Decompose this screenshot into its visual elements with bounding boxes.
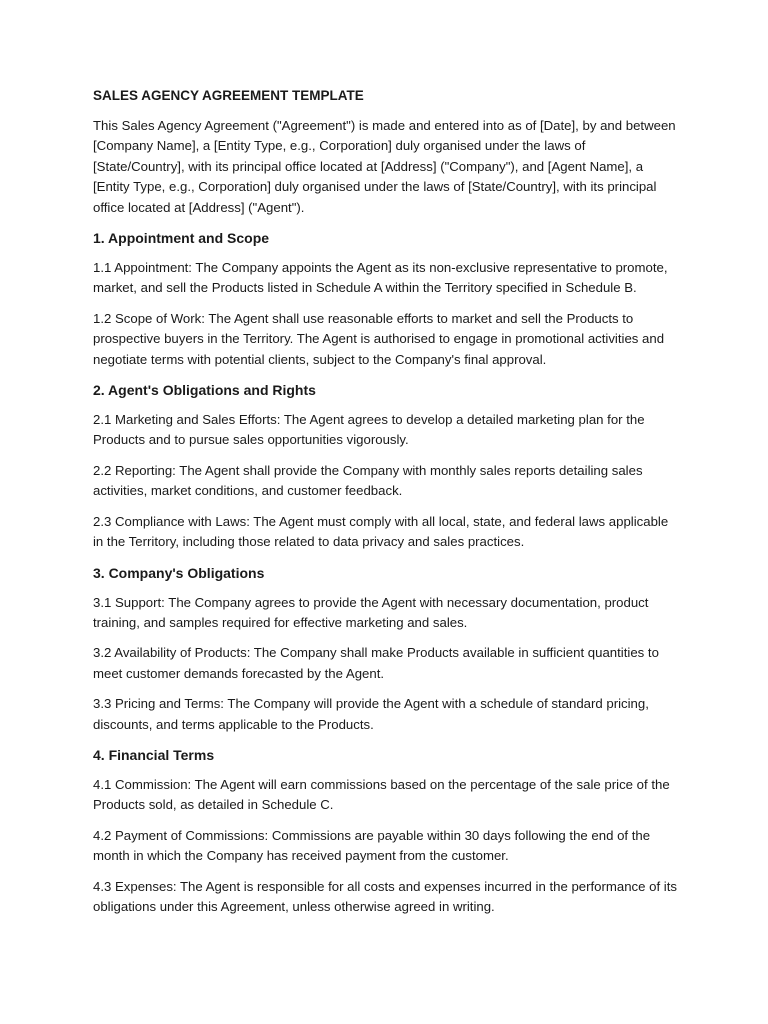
section-heading: 4. Financial Terms bbox=[93, 746, 215, 763]
clause-4-2: 4.2 Payment of Commissions: Commissions are payable within 30 days following the end of the month in which the Company has received payment from the customer. bbox=[93, 827, 651, 864]
section-agent-obligations bbox=[93, 380, 678, 552]
document-page bbox=[93, 86, 678, 927]
clause-3-3: 3.3 Pricing and Terms: The Company will provide the Agent with a schedule of standard pricing, discounts, and terms applicable to the Products. bbox=[93, 696, 649, 732]
section-appointment-scope bbox=[93, 228, 678, 370]
clause-4-3: 4.3 Expenses: The Agent is responsible for all costs and expenses incurred in the performance of its obligations under this Agreement, unless otherwise agreed in writing. bbox=[93, 878, 677, 914]
section-company-obligations bbox=[93, 563, 678, 735]
clause-2-3: 2.3 Compliance with Laws: The Agent must comply with all local, state, and federal laws applicable in the Territory, including those related to data privacy and sales practices. bbox=[93, 513, 669, 550]
clause-3-2: 3.2 Availability of Products: The Company shall make Products available in sufficient quantities to meet customer demands forecasted by the Agent. bbox=[93, 645, 659, 681]
intro-paragraph: This Sales Agency Agreement ("Agreement") is made and entered into as of [Date], by and between [Company Name], a [Entity Type, e.g., Corporation] duly organised under the laws of [State/Country], with its principal office located at [Address] ("Company"), and [Agent Name], a [Entity Type, e.g., Corporation] duly organised under the laws of [State/Country], with its principal office located at [Address] ("Agent"). bbox=[93, 118, 676, 215]
clause-1-1: 1.1 Appointment: The Company appoints the Agent as its non-exclusive representative to promote, market, and sell the Products listed in Schedule A within the Territory specified in Schedule B. bbox=[93, 260, 668, 296]
clause-4-1: 4.1 Commission: The Agent will earn commissions based on the percentage of the sale price of the Products sold, as detailed in Schedule C. bbox=[93, 776, 670, 813]
section-financial-terms bbox=[93, 745, 678, 917]
document-title: SALES AGENCY AGREEMENT TEMPLATE bbox=[93, 88, 364, 103]
section-heading: 2. Agent's Obligations and Rights bbox=[93, 382, 316, 399]
section-heading: 3. Company's Obligations bbox=[93, 564, 265, 581]
clause-2-1: 2.1 Marketing and Sales Efforts: The Agent agrees to develop a detailed marketing plan for the Products and to pursue sales opportunities vigorously. bbox=[93, 412, 645, 448]
section-heading: 1. Appointment and Scope bbox=[93, 230, 270, 247]
clause-1-2: 1.2 Scope of Work: The Agent shall use reasonable efforts to market and sell the Products to prospective buyers in the Territory. The Agent is authorised to engage in promotional activities and negotiate terms with potential clients, subject to the Company's final approval. bbox=[93, 310, 665, 367]
clause-3-1: 3.1 Support: The Company agrees to provide the Agent with necessary documentation, product training, and samples required for effective marketing and sales. bbox=[93, 594, 649, 630]
clause-2-2: 2.2 Reporting: The Agent shall provide the Company with monthly sales reports detailing sales activities, market conditions, and customer feedback. bbox=[93, 462, 643, 499]
